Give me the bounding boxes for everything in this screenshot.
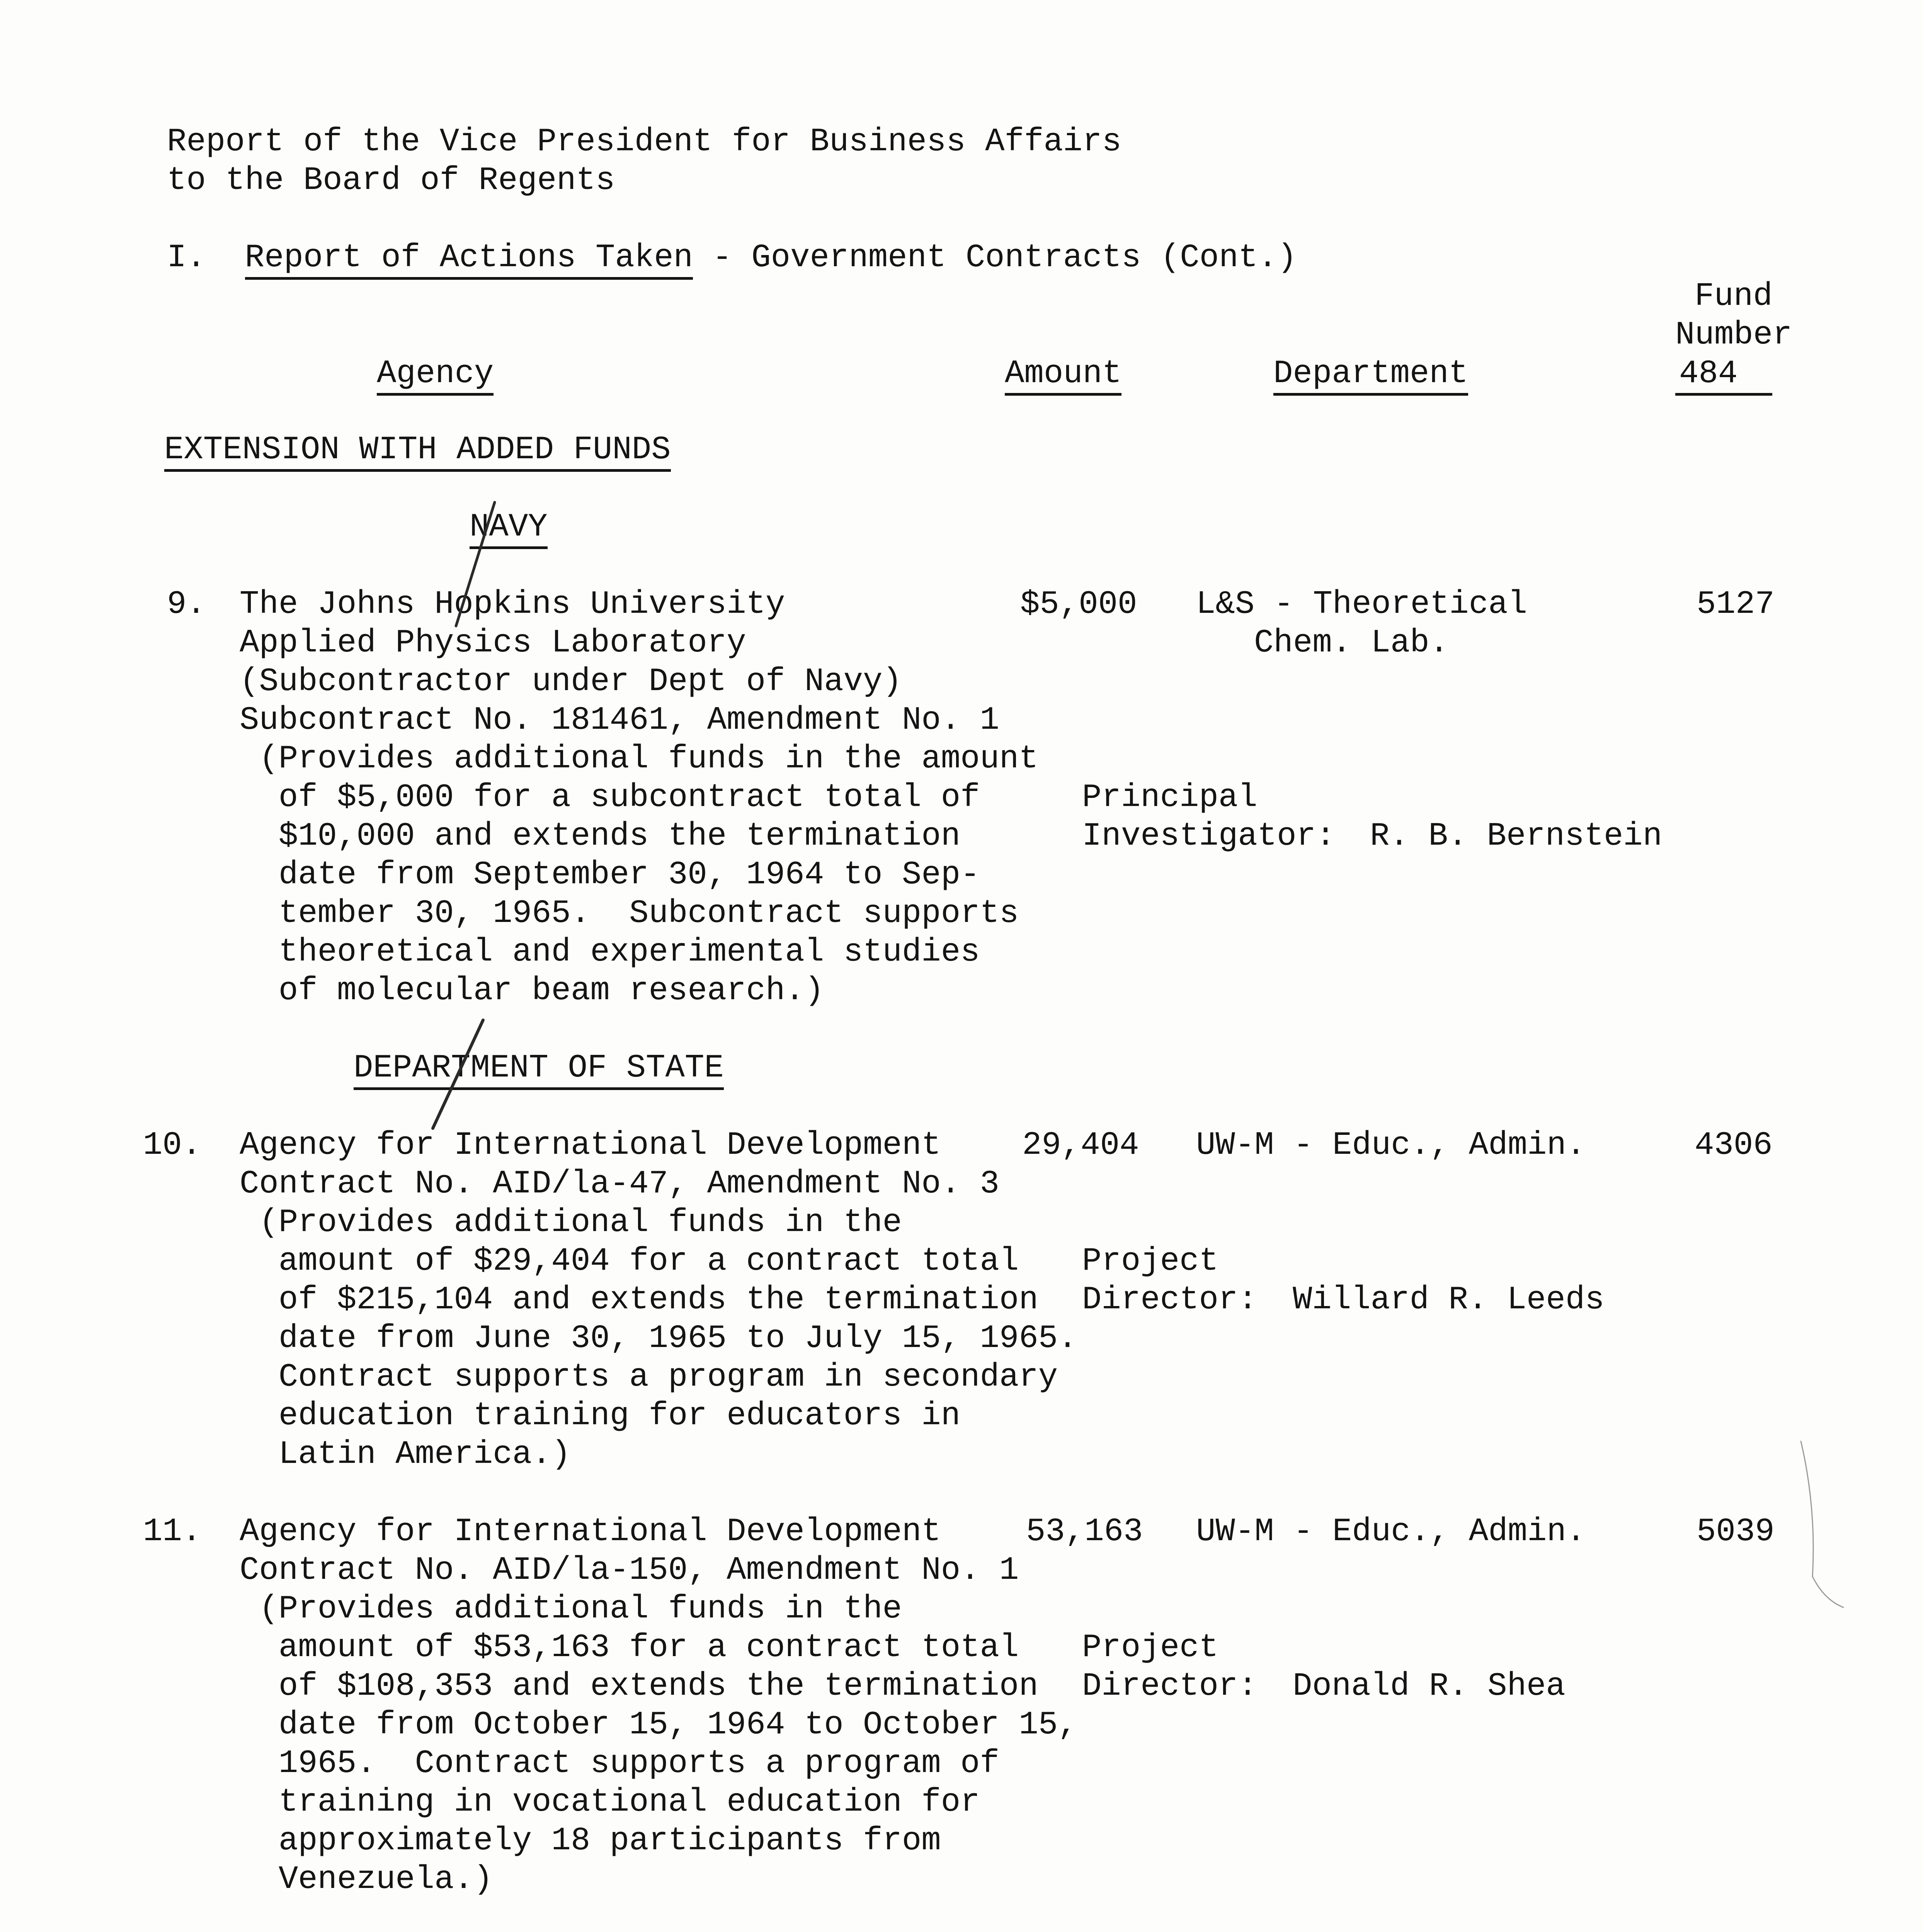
- agency-column-header: Agency: [377, 355, 494, 393]
- entry-role: Principal: [1082, 779, 1258, 816]
- entry-department: L&S - Theoretical: [1196, 586, 1527, 623]
- entry-department: UW-M - Educ., Admin.: [1196, 1127, 1586, 1164]
- section-subtitle: - Government Contracts (Cont.): [693, 240, 1297, 276]
- entry-person: Donald R. Shea: [1293, 1668, 1566, 1705]
- group-heading: EXTENSION WITH ADDED FUNDS: [164, 431, 671, 469]
- entry-amount: $5,000: [1020, 586, 1137, 623]
- section-numeral: I.: [167, 240, 206, 276]
- entry-number: 11.: [143, 1514, 202, 1550]
- entry-fund-number: 5127: [1697, 586, 1775, 623]
- navy-heading: NAVY: [470, 508, 548, 547]
- entry-amount: 53,163: [1026, 1514, 1143, 1550]
- fund-header-line2: Number: [1675, 317, 1792, 354]
- fund-header-line3: 484: [1675, 355, 1772, 393]
- entry-role-line2: Director:: [1082, 1282, 1258, 1318]
- report-title-line1: Report of the Vice President for Business Affairs: [167, 124, 1122, 160]
- entry-fund-number: 4306: [1695, 1127, 1773, 1164]
- fund-header-line1: Fund: [1695, 278, 1773, 315]
- entry-role: Project: [1082, 1629, 1218, 1666]
- entry-department: UW-M - Educ., Admin.: [1196, 1514, 1586, 1550]
- pen-stray-mark: [1801, 1441, 1843, 1607]
- report-title-line2: to the Board of Regents: [167, 162, 615, 199]
- entry-department-line2: Chem. Lab.: [1254, 625, 1449, 662]
- entry-number: 9.: [167, 586, 206, 623]
- entry-fund-number: 5039: [1697, 1514, 1775, 1550]
- entry-person: R. B. Bernstein: [1370, 818, 1663, 855]
- amount-column-header: Amount: [1005, 355, 1121, 393]
- entry-person: Willard R. Leeds: [1293, 1282, 1605, 1318]
- entry-role: Project: [1082, 1243, 1218, 1280]
- department-column-header: Department: [1273, 355, 1468, 393]
- entry-role-line2: Director:: [1082, 1668, 1258, 1705]
- entry-number: 10.: [143, 1127, 202, 1164]
- section-heading: [167, 239, 1297, 277]
- entry-amount: 29,404: [1022, 1127, 1139, 1164]
- state-heading: DEPARTMENT OF STATE: [354, 1049, 724, 1088]
- entry-role-line2: Investigator:: [1082, 818, 1336, 855]
- section-title: Report of Actions Taken: [245, 240, 693, 280]
